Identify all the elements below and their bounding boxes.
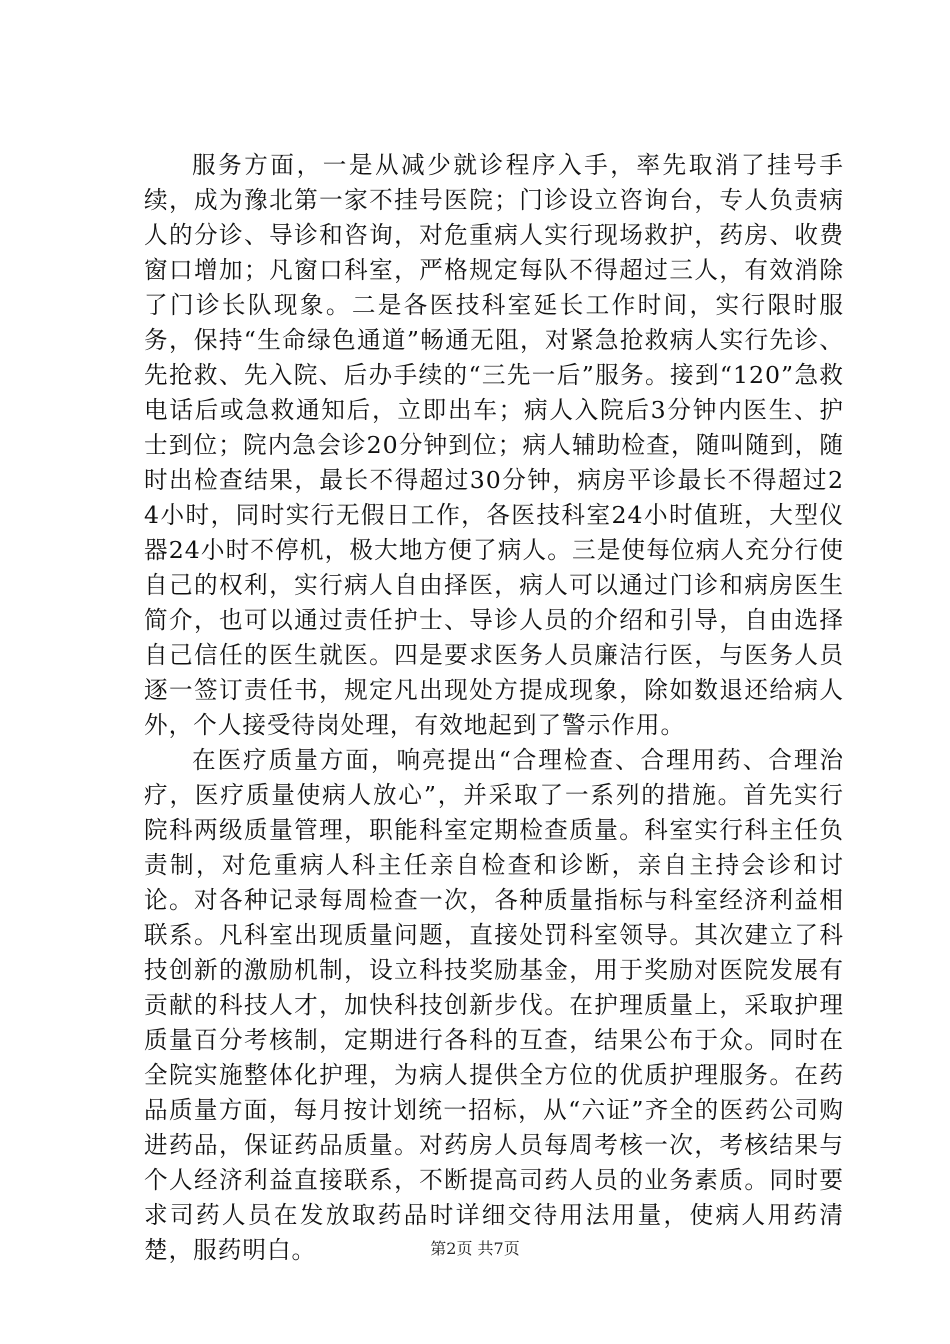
paragraph-medical-quality: 在医疗质量方面，响亮提出“合理检查、合理用药、合理治疗，医疗质量使病人放心”，并采取了一系列的措施。首先实行院科两级质量管理，职能科室定期检查质量。科室实行科主任负责制，对危重病人科主任亲自检查和诊断，亲自主持会诊和讨论。对各种记录每周检查一次，各种质量指标与科室经济利益相联系。凡科室出现质量问题，直接处罚科室领导。其次建立了科技创新的激励机制，设立科技奖励基金，用于奖励对医院发展有贡献的科技人才，加快科技创新步伐。在护理质量上，采取护理质量百分考核制，定期进行各科的互查，结果公布于众。同时在全院实施整体化护理，为病人提供全方位的优质护理服务。在药品质量方面，每月按计划统一招标，从“六证”齐全的医药公司购进药品，保证药品质量。对药房人员每周考核一次，考核结果与个人经济利益直接联系，不断提高司药人员的业务素质。同时要求司药人员在发放取药品时详细交待用法用量，使病人用药清楚，服药明白。	[144, 746, 844, 1264]
page-footer: 第2页 共7页	[430, 1239, 520, 1258]
paragraph-service: 服务方面，一是从减少就诊程序入手，率先取消了挂号手续，成为豫北第一家不挂号医院；门诊设立咨询台，专人负责病人的分诊、导诊和咨询，对危重病人实行现场救护，药房、收费窗口增加；凡窗口科室，严格规定每队不得超过三人，有效消除了门诊长队现象。二是各医技科室延长工作时间，实行限时服务，保持“生命绿色通道”畅通无阻，对紧急抢救病人实行先诊、先抢救、先入院、后办手续的“三先一后”服务。接到“120”急救电话后或急救通知后，立即出车；病人入院后3分钟内医生、护士到位；院内急会诊20分钟到位；病人辅助检查，随叫随到，随时出检查结果，最长不得超过30分钟，病房平诊最长不得超过24小时，同时实行无假日工作，各医技科室24小时值班，大型仪器24小时不停机，极大地方便了病人。三是使每位病人充分行使自己的权利，实行病人自由择医，病人可以通过门诊和病房医生简介，也可以通过责任护士、导诊人员的介绍和引导，自由选择自己信任的医生就医。四是要求医务人员廉洁行医，与医务人员逐一签订责任书，规定凡出现处方提成现象，除如数退还给病人外，个人接受待岗处理，有效地起到了警示作用。	[144, 151, 844, 739]
document-body	[144, 148, 844, 1268]
